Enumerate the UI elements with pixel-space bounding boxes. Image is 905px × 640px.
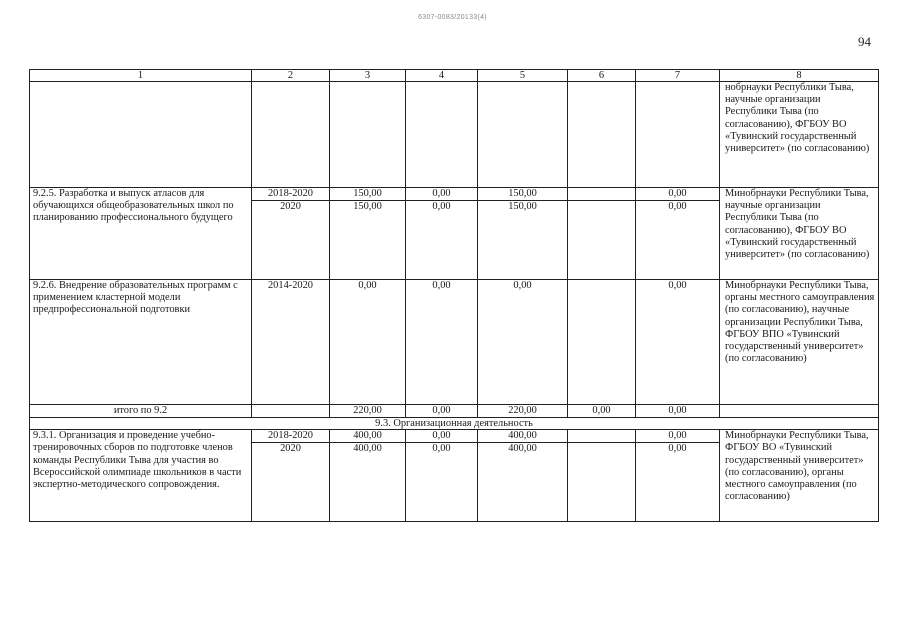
years-value: 2018-2020: [267, 430, 314, 442]
table-row-9-2-6: [30, 280, 879, 405]
col5-value: 150,00: [508, 188, 537, 199]
col4-value: 0,00: [406, 200, 477, 213]
total-years: [252, 405, 330, 418]
cont-c6-cell: [568, 82, 636, 188]
col3-cell: [330, 430, 406, 522]
col6-value: [568, 280, 636, 405]
section-heading: 9.3. Организационная деятельность: [30, 418, 879, 430]
activity-name: 9.2.6. Внедрение образовательных программ с применением кластерной модели предпрофессиональной подготовки: [30, 280, 252, 405]
responsible-org: Минобрнауки Республики Тыва, научные организации Республики Тыва (по согласованию), ФГБОУ ВО «Тувинский государственный университет» (по согласованию): [720, 188, 879, 280]
header-cell-6: 6: [568, 70, 636, 82]
col6-value: [568, 442, 635, 455]
col6-value: [568, 188, 635, 200]
header-row: [30, 70, 879, 82]
col3-cell: [330, 188, 406, 280]
col6-value: [568, 200, 635, 213]
section-heading-row: [30, 418, 879, 430]
col7-value: 0,00: [636, 280, 720, 405]
col4-value: 0,00: [432, 188, 451, 199]
col4-value: 0,00: [406, 442, 477, 455]
col7-cell: [636, 430, 720, 522]
total-col7: 0,00: [636, 405, 720, 418]
cont-org-cell: нобрнауки Республики Тыва, научные организации Республики Тыва (по согласованию), ФГБОУ ВО «Тувинский государственный университет» (по согласованию): [720, 82, 879, 188]
col3-value: 150,00: [330, 200, 405, 213]
col7-value: 0,00: [636, 442, 719, 455]
col5-value: 400,00: [508, 430, 537, 442]
col5-value: 150,00: [478, 200, 567, 213]
header-cell-3: 3: [330, 70, 406, 82]
continuation-row: [30, 82, 879, 188]
total-org: [720, 405, 879, 418]
cont-c4-cell: [406, 82, 478, 188]
col5-cell: [478, 188, 568, 280]
col3-value: 0,00: [330, 280, 406, 405]
responsible-org: Минобрнауки Республики Тыва, органы местного самоуправления (по согласованию), научные организации Республики Тыва, ФГБОУ ВПО «Тувинский государственный университет» (по согласованию): [720, 280, 879, 405]
col3-value: 150,00: [353, 188, 382, 199]
activity-name: 9.2.5. Разработка и выпуск атласов для обучающихся общеобразовательных школ по планированию профессионального будущего: [30, 188, 252, 280]
header-cell-4: 4: [406, 70, 478, 82]
col5-value: 400,00: [478, 442, 567, 455]
header-cell-5: 5: [478, 70, 568, 82]
col7-cell: [636, 188, 720, 280]
years-value: 2014-2020: [252, 280, 330, 405]
table-row-9-3-1: [30, 430, 879, 522]
header-cell-2: 2: [252, 70, 330, 82]
total-col4: 0,00: [406, 405, 478, 418]
total-col5: 220,00: [478, 405, 568, 418]
cont-c5-cell: [478, 82, 568, 188]
header-cell-8: 8: [720, 70, 879, 82]
responsible-org: Минобрнауки Республики Тыва, ФГБОУ ВО «Тувинский государственный университет» (по согласованию), органы местного самоуправления (по согласованию): [720, 430, 879, 522]
col3-value: 400,00: [353, 430, 382, 442]
col5-value: 0,00: [478, 280, 568, 405]
program-table: [29, 69, 879, 522]
years-value: 2020: [252, 200, 329, 213]
col4-cell: [406, 188, 478, 280]
col6-cell: [568, 188, 636, 280]
header-cell-1: 1: [30, 70, 252, 82]
cont-name-cell: [30, 82, 252, 188]
col4-cell: [406, 430, 478, 522]
table-row-9-2-5: [30, 188, 879, 280]
years-cell: [252, 188, 330, 280]
cont-years-cell: [252, 82, 330, 188]
header-cell-7: 7: [636, 70, 720, 82]
total-label: итого по 9.2: [30, 405, 252, 418]
col6-cell: [568, 430, 636, 522]
col6-value: [568, 430, 635, 442]
col5-cell: [478, 430, 568, 522]
col7-value: 0,00: [668, 188, 687, 199]
col4-value: 0,00: [406, 280, 478, 405]
total-row-9-2: [30, 405, 879, 418]
cont-c3-cell: [330, 82, 406, 188]
years-cell: [252, 430, 330, 522]
years-value: 2018-2020: [267, 188, 314, 199]
total-col3: 220,00: [330, 405, 406, 418]
col7-value: 0,00: [668, 430, 687, 442]
cont-c7-cell: [636, 82, 720, 188]
activity-name: 9.3.1. Организация и проведение учебно-тренировочных сборов по подготовке членов команды Республики Тыва для участия во Всероссийской олимпиаде школьников в части экспертно-методического сопровождения.: [30, 430, 252, 522]
page-number: 94: [858, 34, 871, 49]
document-stamp: 6307-0083/20133(4): [418, 14, 487, 21]
col3-value: 400,00: [330, 442, 405, 455]
col4-value: 0,00: [432, 430, 451, 442]
total-col6: 0,00: [568, 405, 636, 418]
years-value: 2020: [252, 442, 329, 455]
col7-value: 0,00: [636, 200, 719, 213]
